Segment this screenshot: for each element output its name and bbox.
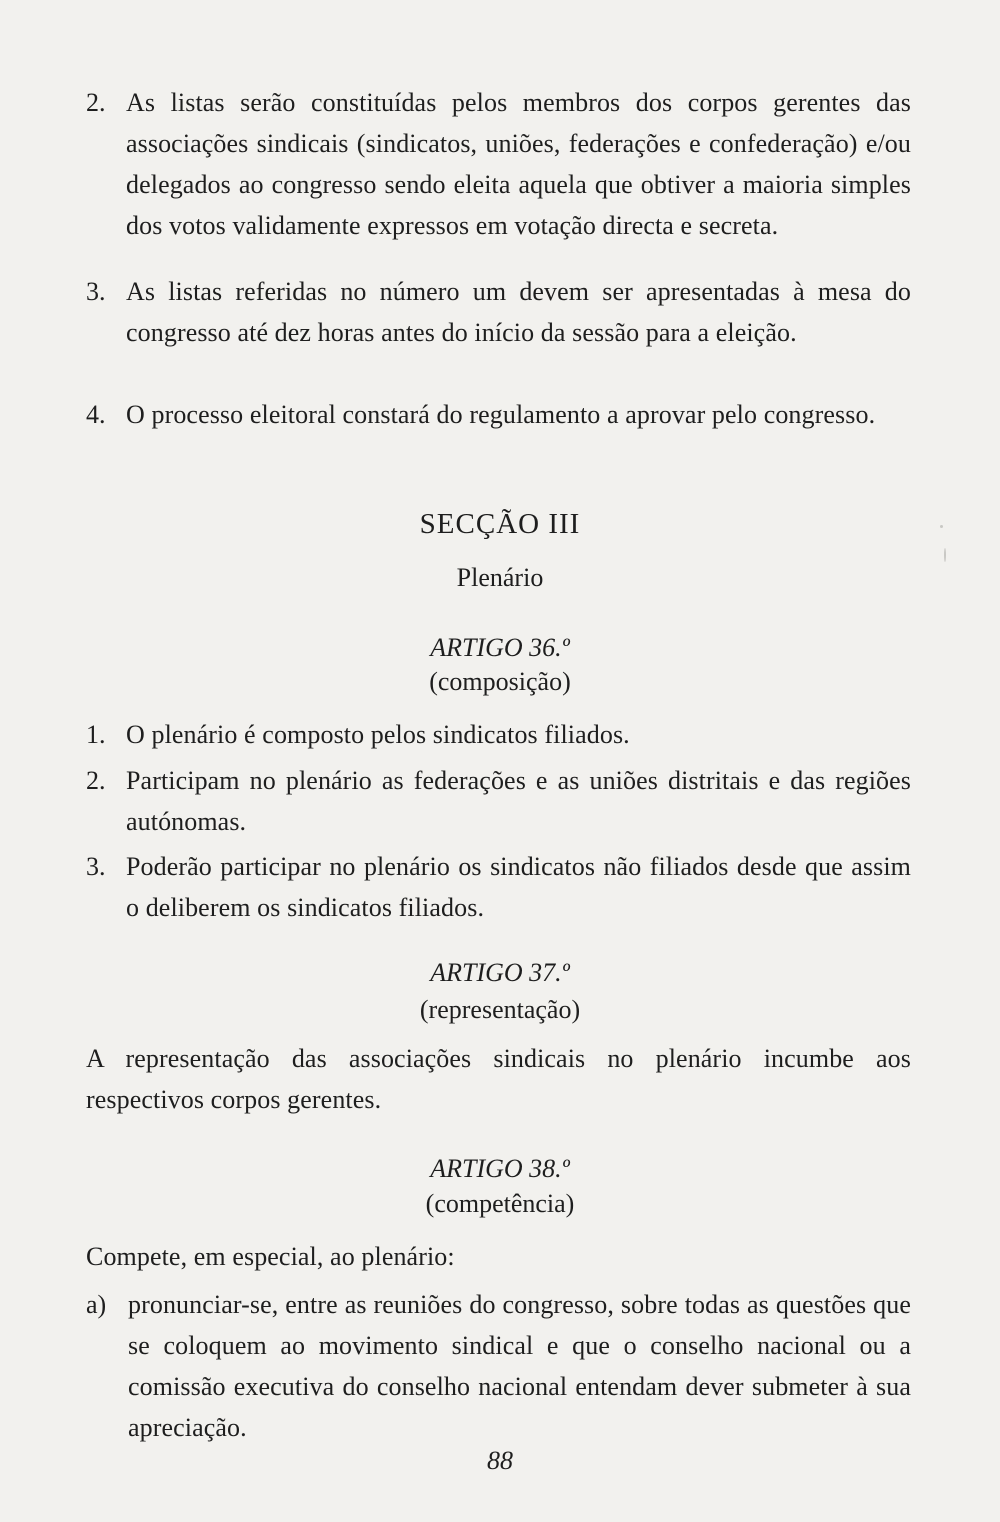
item-number: 2.: [86, 766, 106, 795]
item-number: 2.: [86, 88, 106, 117]
section-subtitle: Plenário: [456, 563, 544, 592]
article-subheading: (competência): [425, 1189, 575, 1218]
paragraph: A representação das associações sindicais no plenário incumbe aos respectivos corpos gerentes.: [86, 1044, 911, 1114]
item-number: 3.: [86, 852, 106, 881]
paragraph-list-item: Poderão participar no plenário os sindicatos não filiados desde que assim o deliberem os sindicatos filiados.: [126, 852, 911, 922]
paragraph-list-item: As listas referidas no número um devem ser apresentadas à mesa do congresso até dez horas antes do início da sessão para a eleição.: [126, 277, 911, 347]
article-heading: ARTIGO 36.º: [430, 633, 570, 662]
article-subheading: (composição): [429, 667, 571, 696]
article-subheading: (representação): [419, 995, 581, 1024]
item-letter: a): [86, 1290, 107, 1319]
page-number: 88: [487, 1446, 513, 1475]
item-number: 1.: [86, 720, 106, 749]
article-heading: ARTIGO 37.º: [430, 958, 570, 987]
paragraph-list-item: As listas serão constituídas pelos membros dos corpos gerentes das associações sindicais (sindicatos, uniões, federações e confederação) e/ou delegados ao congresso sendo eleita aquela que obtiver a maioria simples dos votos validamente expressos em votação directa e secreta.: [126, 88, 911, 240]
section-title: SECÇÃO III: [419, 508, 581, 540]
article-heading: ARTIGO 38.º: [430, 1154, 570, 1183]
paragraph-list-item: O processo eleitoral constará do regulamento a aprovar pelo congresso.: [126, 400, 876, 429]
paragraph-list-item: pronunciar-se, entre as reuniões do congresso, sobre todas as questões que se coloquem ao movimento sindical e que o conselho nacional ou a comissão executiva do conselho nacional entendam dever submeter à sua apreciação.: [128, 1290, 911, 1442]
paragraph-list-item: O plenário é composto pelos sindicatos filiados.: [126, 720, 630, 749]
item-number: 4.: [86, 400, 106, 429]
item-number: 3.: [86, 277, 106, 306]
paragraph-intro: Compete, em especial, ao plenário:: [86, 1242, 455, 1271]
paragraph-list-item: Participam no plenário as federações e as uniões distritais e das regiões autónomas.: [126, 766, 911, 836]
